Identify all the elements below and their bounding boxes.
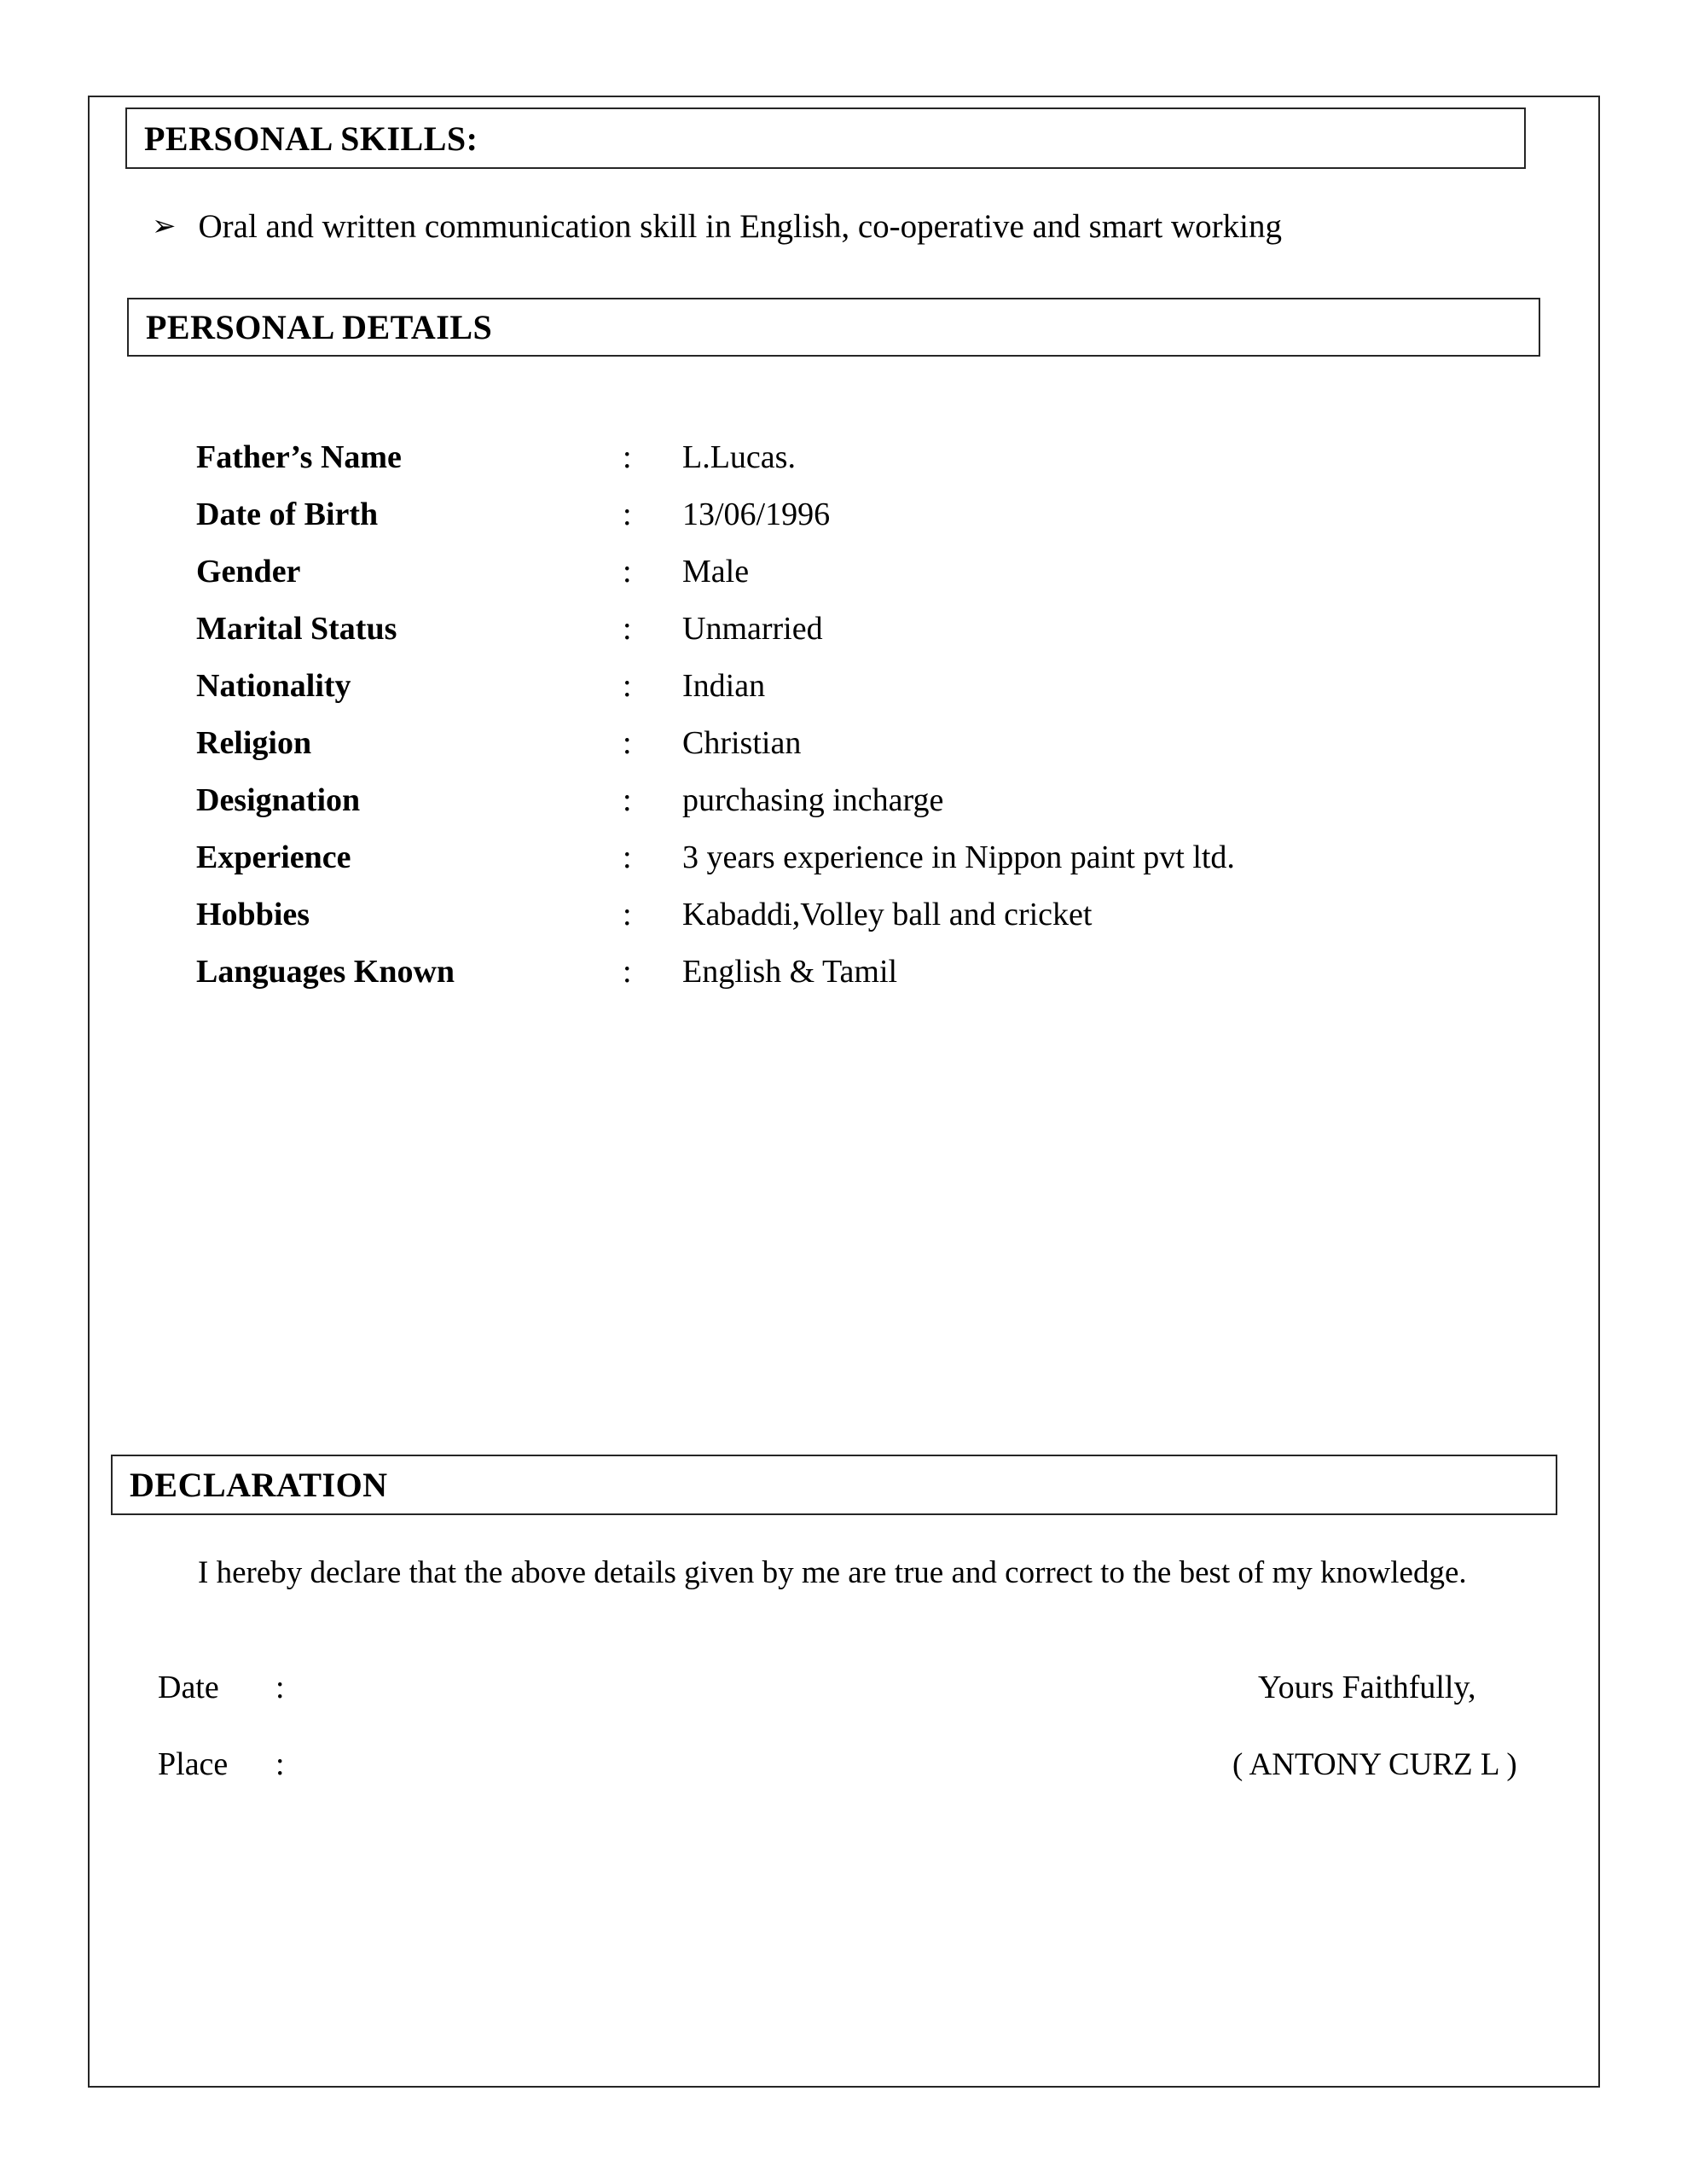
details-row-separator: : — [623, 439, 632, 475]
details-row-value: Christian — [682, 724, 802, 761]
details-row — [196, 428, 1433, 485]
details-row-label: Date of Birth — [196, 496, 379, 532]
details-row-label: Designation — [196, 781, 361, 818]
closing-text: Yours Faithfully, — [1258, 1670, 1476, 1705]
signature-name: ( ANTONY CURZ L ) — [1232, 1746, 1517, 1782]
details-row — [196, 714, 1433, 771]
place-separator: : — [275, 1746, 285, 1782]
section-box-personal-details — [127, 298, 1540, 357]
details-row-value: 13/06/1996 — [682, 496, 831, 532]
details-row-separator: : — [623, 724, 632, 761]
details-row-label: Religion — [196, 724, 312, 761]
details-row-separator: : — [623, 553, 632, 590]
skills-bullet-item — [152, 205, 1282, 247]
details-row-value: Kabaddi,Volley ball and cricket — [682, 896, 1093, 932]
declaration-body: I hereby declare that the above details given by me are true and correct to the best of my knowledge. — [198, 1554, 1467, 1590]
personal-skills-title: PERSONAL SKILLS: — [144, 119, 478, 158]
details-row-separator: : — [623, 896, 632, 932]
details-row-label: Hobbies — [196, 896, 310, 932]
arrow-bullet-icon: ➢ — [152, 209, 177, 243]
details-row-value: purchasing incharge — [682, 781, 944, 818]
details-row-separator: : — [623, 667, 632, 704]
details-row-separator: : — [623, 610, 632, 647]
page-border — [88, 96, 1600, 2088]
details-row — [196, 600, 1433, 657]
details-row-label: Gender — [196, 553, 301, 590]
details-row-label: Experience — [196, 839, 351, 875]
details-row — [196, 828, 1433, 886]
details-row-value: 3 years experience in Nippon paint pvt ltd. — [682, 839, 1235, 875]
details-row — [196, 771, 1433, 828]
details-row-separator: : — [623, 953, 632, 990]
date-label: Date — [158, 1670, 219, 1705]
details-row — [196, 485, 1433, 543]
details-row-value: English & Tamil — [682, 953, 898, 990]
declaration-title: DECLARATION — [130, 1466, 388, 1504]
personal-details-title: PERSONAL DETAILS — [146, 308, 493, 346]
details-row — [196, 886, 1433, 943]
place-label: Place — [158, 1746, 229, 1782]
details-row — [196, 543, 1433, 600]
details-row-separator: : — [623, 839, 632, 875]
skills-bullet-text: Oral and written communication skill in English, co-operative and smart working — [198, 207, 1282, 245]
details-row-separator: : — [623, 496, 632, 532]
section-box-declaration — [111, 1455, 1557, 1515]
details-row — [196, 657, 1433, 714]
details-row-value: Unmarried — [682, 610, 823, 647]
details-row-label: Father’s Name — [196, 439, 402, 475]
details-row-label: Languages Known — [196, 953, 455, 990]
details-row — [196, 943, 1433, 1000]
details-row-label: Nationality — [196, 667, 351, 704]
details-row-value: Indian — [682, 667, 766, 704]
details-row-label: Marital Status — [196, 610, 397, 647]
personal-details-list — [196, 428, 1433, 1000]
details-row-separator: : — [623, 781, 632, 818]
details-row-value: Male — [682, 553, 750, 590]
section-box-personal-skills — [125, 107, 1526, 169]
details-row-value: L.Lucas. — [682, 439, 796, 475]
date-separator: : — [275, 1670, 285, 1705]
